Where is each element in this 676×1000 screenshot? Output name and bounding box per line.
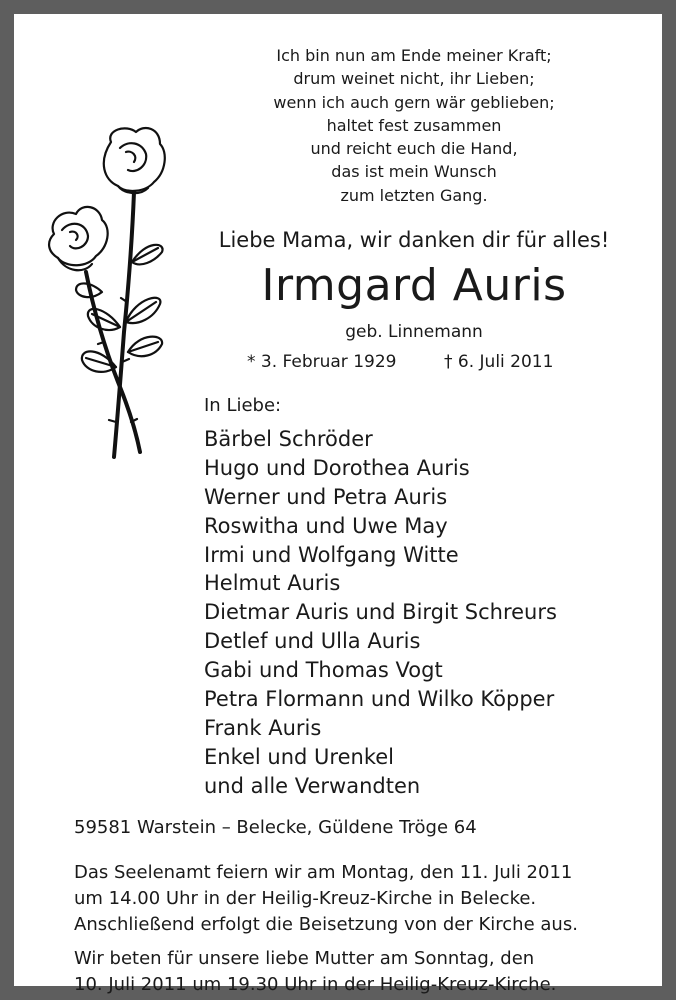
service-line: Das Seelenamt feiern wir am Montag, den 11. Juli 2011	[74, 862, 573, 883]
rose-illustration-icon	[36, 122, 176, 467]
mourner: Werner und Petra Auris	[204, 484, 448, 509]
poem-line: wenn ich auch gern wär geblieben;	[273, 92, 555, 112]
death-date: † 6. Juli 2011	[444, 352, 554, 372]
deceased-name: Irmgard Auris	[261, 260, 567, 311]
prayer-line: Wir beten für unsere liebe Mutter am Sonntag, den	[74, 948, 535, 969]
service-line: um 14.00 Uhr in der Heilig-Kreuz-Kirche in Belecke.	[74, 888, 537, 909]
maiden-name: geb. Linnemann	[345, 322, 483, 342]
mourner: Petra Flormann und Wilko Köpper	[204, 687, 555, 712]
address: 59581 Warstein – Belecke, Güldene Tröge 64	[74, 817, 477, 838]
poem-line: Ich bin nun am Ende meiner Kraft;	[276, 46, 552, 65]
mourner: Gabi und Thomas Vogt	[204, 658, 443, 683]
mourner: und alle Verwandten	[204, 773, 421, 798]
service-paragraph	[74, 860, 578, 938]
mourner: Detlef und Ulla Auris	[204, 629, 421, 654]
prayer-paragraph	[74, 946, 556, 998]
mourners-list	[204, 425, 557, 801]
service-line: Anschließend erfolgt die Beisetzung von der Kirche aus.	[74, 914, 578, 935]
mourner: Frank Auris	[204, 715, 322, 740]
prayer-line: 10. Juli 2011 um 19.30 Uhr in der Heilig-Kreuz-Kirche.	[74, 974, 557, 995]
poem-line: das ist mein Wunsch	[331, 162, 497, 182]
birth-date: * 3. Februar 1929	[247, 352, 397, 372]
poem-line: haltet fest zusammen	[326, 115, 502, 135]
mourner: Irmi und Wolfgang Witte	[204, 542, 459, 567]
thanks-line: Liebe Mama, wir danken dir für alles!	[218, 228, 610, 252]
mourner: Roswitha und Uwe May	[204, 513, 448, 538]
mourner: Bärbel Schröder	[204, 427, 373, 451]
poem	[164, 44, 664, 207]
in-liebe-label: In Liebe:	[204, 395, 282, 416]
mourner: Dietmar Auris und Birgit Schreurs	[204, 600, 557, 625]
mourner: Enkel und Urenkel	[204, 744, 394, 769]
poem-line: und reicht euch die Hand,	[310, 139, 518, 159]
mourner: Helmut Auris	[204, 571, 341, 596]
poem-line: drum weinet nicht, ihr Lieben;	[293, 69, 535, 89]
mourner: Hugo und Dorothea Auris	[204, 455, 470, 480]
poem-line: zum letzten Gang.	[340, 185, 488, 205]
